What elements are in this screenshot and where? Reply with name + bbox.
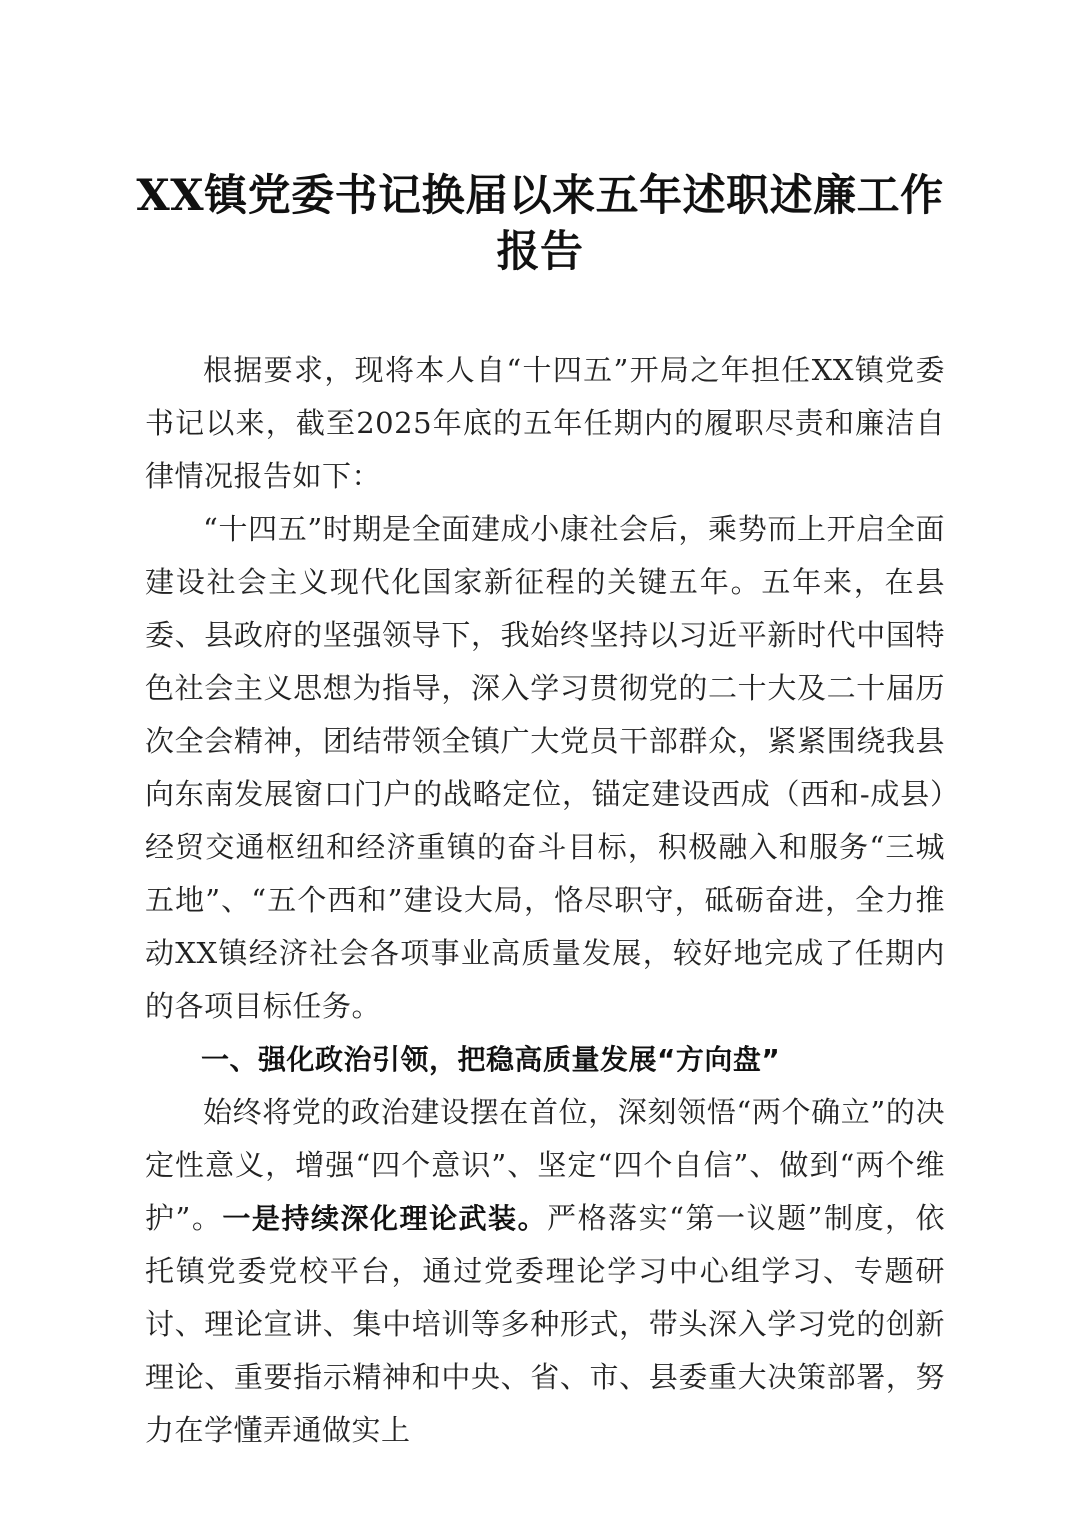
section-1-text: 严格落实“第一议题”制度，依托镇党委党校平台，通过党委理论学习中心组学习、专题研讨、理论宣讲、集中培训等多种形式，带头深入学习党的创新理论、重要指示精神和中央、省、市、县委重大决策部署，努力在学懂弄通做实上 bbox=[145, 1201, 946, 1447]
intro-paragraph: 根据要求，现将本人自“十四五”开局之年担任XX镇党委书记以来，截至2025年底的五年任期内的履职尽责和廉洁自律情况报告如下： bbox=[145, 353, 945, 493]
section-1-paragraph bbox=[145, 1086, 945, 1457]
section-1-intro: 始终将党的政治建设摆在首位，深刻领悟“两个确立”的决定性意义，增强“四个意识”、坚定“四个自信”、做到“两个维护”。 bbox=[145, 1095, 945, 1235]
section-heading-1: 一、强化政治引领，把稳高质量发展“方向盘” bbox=[201, 1043, 781, 1076]
overview-paragraph: “十四五”时期是全面建成小康社会后，乘势而上开启全面建设社会主义现代化国家新征程的关键五年。五年来，在县委、县政府的坚强领导下，我始终坚持以习近平新时代中国特色社会主义思想为指导，深入学习贯彻党的二十大及二十届历次全会精神，团结带领全镇广大党员干部群众，紧紧围绕我县向东南发展窗口门户的战略定位，锚定建设西成（西和-成县）经贸交通枢纽和经济重镇的奋斗目标，积极融入和服务“三城五地”、“五个西和”建设大局，恪尽职守，砥砺奋进，全力推动XX镇经济社会各项事业高质量发展，较好地完成了任期内的各项目标任务。 bbox=[145, 512, 945, 1023]
document-body bbox=[145, 344, 945, 1457]
document-title: XX镇党委书记换届以来五年述职述廉工作报告 bbox=[136, 171, 944, 277]
section-1-lead: 一是持续深化理论武装。 bbox=[222, 1202, 548, 1235]
